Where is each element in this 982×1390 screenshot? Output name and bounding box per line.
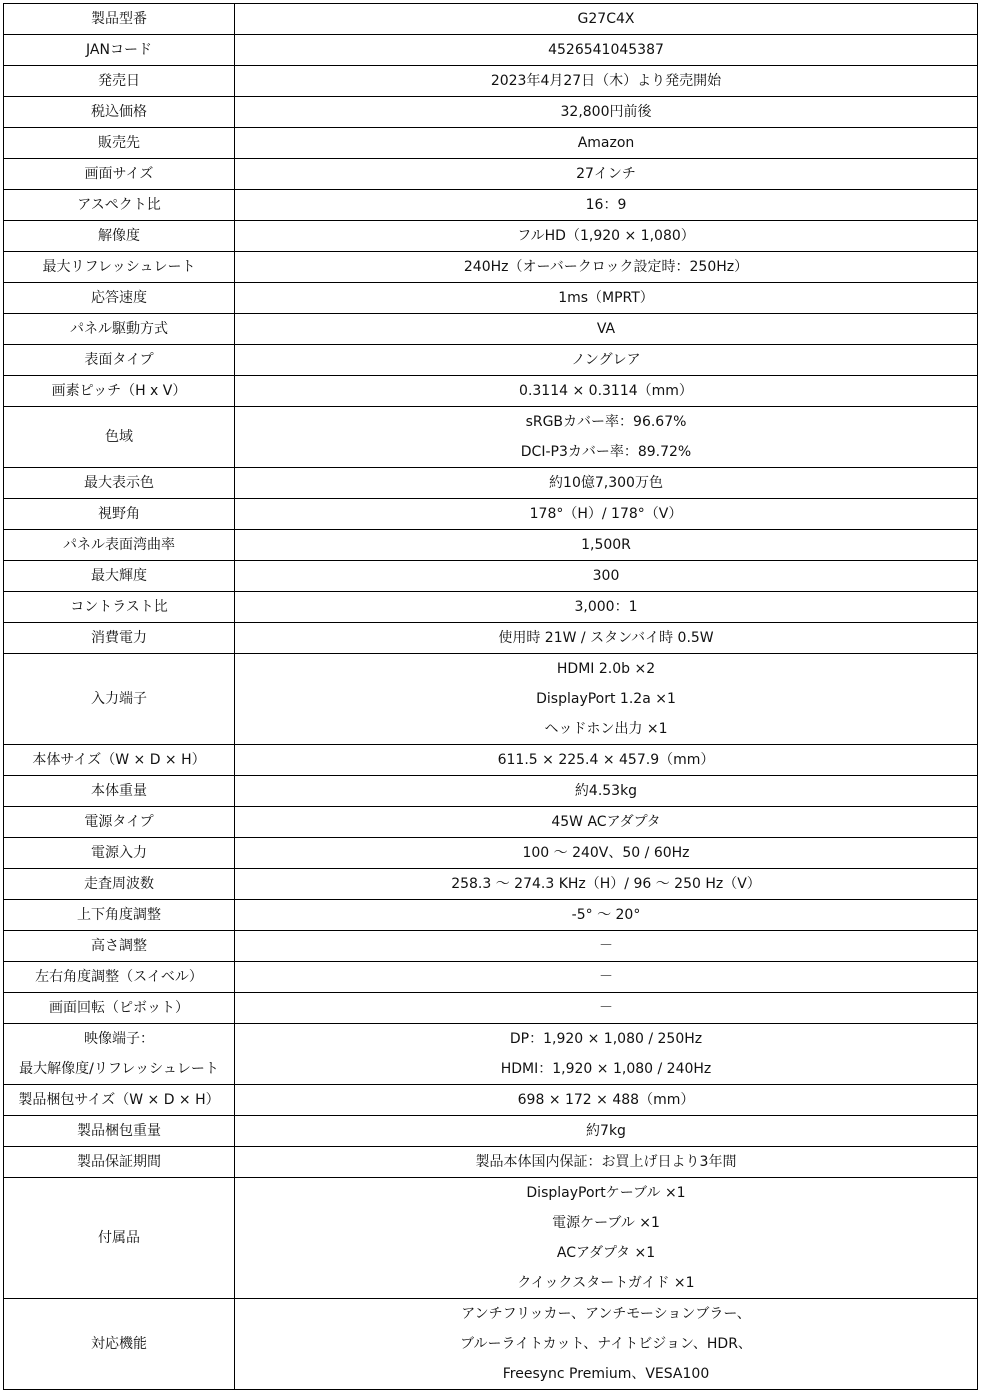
spec-value: － [599,1000,613,1016]
spec-label: 本体サイズ（W × D × H） [32,752,206,768]
spec-label: 最大輝度 [91,568,147,584]
spec-value: フルHD（1,920 × 1,080） [517,228,695,244]
spec-row [4,314,978,345]
spec-value-cell [235,468,978,499]
spec-label-cell [4,376,235,407]
spec-row [4,190,978,221]
spec-value: 611.5 × 225.4 × 457.9（mm） [497,752,715,768]
spec-label: 応答速度 [91,290,147,306]
spec-value: DP：1,920 × 1,080 / 250Hz [509,1031,703,1047]
spec-table [3,3,978,1390]
spec-label-cell [4,623,235,654]
spec-row [4,654,978,745]
spec-value: Amazon [577,135,635,151]
spec-value: 240Hz（オーバークロック設定時：250Hz） [463,259,749,275]
spec-row [4,962,978,993]
spec-label: 高さ調整 [91,938,147,954]
spec-value: 2023年4月27日（木）より発売開始 [490,73,722,89]
spec-label-cell [4,530,235,561]
spec-value-cell [235,159,978,190]
spec-value: sRGBカバー率：96.67% [525,414,687,430]
spec-value-cell [235,35,978,66]
spec-row [4,128,978,159]
spec-label: パネル表面湾曲率 [63,537,175,553]
spec-value: DCI-P3カバー率：89.72% [520,444,692,460]
spec-value-cell [235,530,978,561]
spec-row [4,283,978,314]
spec-value-cell [235,1085,978,1116]
spec-value: HDMI 2.0b ×2 [556,661,656,677]
spec-label-cell [4,407,235,468]
spec-value: ノングレア [571,352,641,368]
spec-label: 消費電力 [91,630,147,646]
spec-label-cell [4,97,235,128]
spec-label-cell [4,776,235,807]
spec-value: -5° ～ 20° [571,907,641,923]
spec-value-cell [235,592,978,623]
spec-value: 32,800円前後 [560,104,652,120]
spec-label: パネル駆動方式 [70,321,168,337]
spec-label-cell [4,931,235,962]
spec-label-cell [4,128,235,159]
spec-value-cell [235,1147,978,1178]
spec-value: 100 ～ 240V、50 / 60Hz [522,845,690,861]
spec-label-cell [4,900,235,931]
spec-value: 約10億7,300万色 [549,475,663,491]
spec-label: 上下角度調整 [77,907,161,923]
spec-value: 16：9 [585,197,627,213]
spec-value-cell [235,376,978,407]
spec-label-cell [4,190,235,221]
spec-label-cell [4,314,235,345]
spec-label-cell [4,345,235,376]
spec-label: 発売日 [98,73,140,89]
spec-label: 画素ピッチ（H x V） [51,383,187,399]
spec-row [4,345,978,376]
spec-value-cell [235,623,978,654]
spec-value: VA [596,321,616,337]
spec-label: 税込価格 [91,104,147,120]
spec-value: － [599,938,613,954]
spec-value: 1,500R [581,537,631,553]
spec-value: DisplayPort 1.2a ×1 [536,691,676,707]
spec-row [4,1024,978,1085]
spec-value: クイックスタートガイド ×1 [517,1275,695,1291]
spec-value-cell [235,283,978,314]
spec-row [4,592,978,623]
spec-value-cell [235,4,978,35]
spec-row [4,530,978,561]
spec-label: 電源タイプ [84,814,154,830]
spec-value: 約4.53kg [574,783,638,799]
spec-value-cell [235,499,978,530]
spec-label-cell [4,592,235,623]
spec-value: Freesync Premium、VESA100 [502,1366,710,1382]
spec-value: 製品本体国内保証：お買上げ日より3年間 [475,1154,737,1170]
spec-label-cell [4,221,235,252]
spec-row [4,776,978,807]
spec-value-cell [235,252,978,283]
spec-label: 解像度 [98,228,140,244]
spec-label-cell [4,1116,235,1147]
spec-row [4,468,978,499]
spec-value: DisplayPortケーブル ×1 [526,1185,686,1201]
spec-label: 製品梱包重量 [77,1123,161,1139]
spec-label: コントラスト比 [70,599,168,615]
spec-value: － [599,969,613,985]
spec-value-cell [235,345,978,376]
spec-value-cell [235,962,978,993]
spec-label: 入力端子 [91,691,147,707]
spec-value: HDMI：1,920 × 1,080 / 240Hz [500,1061,712,1077]
spec-row [4,838,978,869]
spec-label-cell [4,66,235,97]
spec-row [4,931,978,962]
spec-label-cell [4,499,235,530]
spec-value-cell [235,97,978,128]
spec-label: 画面回転（ピボット） [49,1000,189,1016]
spec-label-cell [4,1178,235,1299]
spec-value: 4526541045387 [548,42,664,58]
spec-row [4,66,978,97]
spec-label: 最大解像度/リフレッシュレート [19,1061,219,1077]
spec-label: 映像端子： [84,1031,154,1047]
spec-value: 45W ACアダプタ [551,814,661,830]
spec-row [4,623,978,654]
spec-value-cell [235,190,978,221]
spec-value: 電源ケーブル ×1 [552,1215,660,1231]
spec-value: 3,000：1 [574,599,638,615]
spec-label-cell [4,252,235,283]
spec-label: 対応機能 [91,1336,147,1352]
spec-row [4,252,978,283]
spec-value-cell [235,869,978,900]
spec-label: 画面サイズ [84,166,154,182]
spec-label-cell [4,468,235,499]
spec-value-cell [235,407,978,468]
spec-value-cell [235,221,978,252]
spec-label-cell [4,283,235,314]
spec-row [4,807,978,838]
spec-row [4,159,978,190]
spec-label: 販売先 [98,135,140,151]
spec-label-cell [4,1299,235,1390]
spec-row [4,97,978,128]
spec-value-cell [235,66,978,97]
spec-label: 最大リフレッシュレート [42,259,196,275]
spec-row [4,376,978,407]
spec-label: 視野角 [98,506,140,522]
spec-value: 約7kg [586,1123,626,1139]
spec-value: 使用時 21W / スタンバイ時 0.5W [498,630,714,646]
spec-label: アスペクト比 [77,197,161,213]
spec-label-cell [4,561,235,592]
spec-value-cell [235,807,978,838]
spec-value: 300 [592,568,620,584]
spec-value: ヘッドホン出力 ×1 [544,721,668,737]
spec-label-cell [4,1024,235,1085]
spec-value: ブルーライトカット、ナイトビジョン、HDR、 [460,1336,752,1352]
spec-row [4,407,978,468]
spec-value-cell [235,561,978,592]
spec-value-cell [235,314,978,345]
spec-value-cell [235,900,978,931]
spec-label: 色域 [105,429,133,445]
spec-label: 製品梱包サイズ（W × D × H） [18,1092,220,1108]
spec-label: 表面タイプ [84,352,154,368]
spec-value-cell [235,1178,978,1299]
spec-value: 258.3 ～ 274.3 KHz（H）/ 96 ～ 250 Hz（V） [451,876,761,892]
spec-value-cell [235,1299,978,1390]
spec-value: 27インチ [576,166,636,182]
spec-value: 1ms（MPRT） [558,290,654,306]
spec-label-cell [4,35,235,66]
spec-label-cell [4,745,235,776]
spec-value-cell [235,654,978,745]
spec-label-cell [4,962,235,993]
spec-value-cell [235,745,978,776]
spec-value-cell [235,993,978,1024]
spec-label: 最大表示色 [84,475,154,491]
spec-row [4,745,978,776]
spec-label-cell [4,4,235,35]
spec-value-cell [235,838,978,869]
spec-label-cell [4,1147,235,1178]
spec-table-body [4,4,978,1390]
spec-row [4,1085,978,1116]
spec-value-cell [235,1116,978,1147]
spec-label-cell [4,869,235,900]
spec-label: 製品保証期間 [77,1154,161,1170]
spec-label: 電源入力 [91,845,147,861]
spec-label-cell [4,1085,235,1116]
spec-row [4,900,978,931]
spec-row [4,499,978,530]
spec-row [4,993,978,1024]
spec-row [4,1147,978,1178]
spec-label-cell [4,993,235,1024]
spec-label: 走査周波数 [84,876,154,892]
spec-row [4,869,978,900]
spec-row [4,221,978,252]
spec-row [4,1116,978,1147]
spec-label-cell [4,807,235,838]
spec-label-cell [4,838,235,869]
spec-value: 178°（H）/ 178°（V） [529,506,683,522]
spec-row [4,35,978,66]
spec-value-cell [235,128,978,159]
spec-label: 製品型番 [91,11,147,27]
spec-value-cell [235,931,978,962]
spec-value: G27C4X [577,11,635,27]
spec-value: 698 × 172 × 488（mm） [517,1092,695,1108]
spec-label-cell [4,159,235,190]
spec-label-cell [4,654,235,745]
spec-row [4,4,978,35]
spec-label: 左右角度調整（スイベル） [35,969,203,985]
spec-label: 付属品 [98,1230,140,1246]
spec-row [4,1299,978,1390]
spec-value: 0.3114 × 0.3114（mm） [519,383,693,399]
spec-value-cell [235,1024,978,1085]
spec-row [4,1178,978,1299]
spec-label: JANコード [86,42,152,58]
spec-row [4,561,978,592]
spec-label: 本体重量 [91,783,147,799]
spec-value: アンチフリッカー、アンチモーションブラー、 [461,1306,751,1322]
spec-value-cell [235,776,978,807]
spec-value: ACアダプタ ×1 [556,1245,656,1261]
